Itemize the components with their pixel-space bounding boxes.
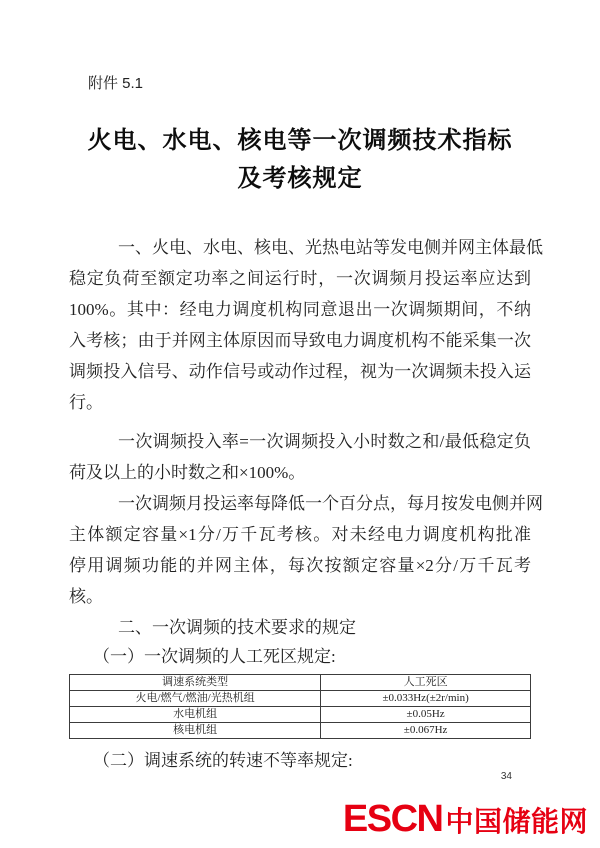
table-header-cell: 人工死区 xyxy=(321,675,531,691)
logo-text-cn: 中国储能网 xyxy=(445,806,588,837)
paragraph-3 xyxy=(69,488,543,612)
body-line: 入考核；由于并网主体原因而导致电力调度机构不能采集一次 xyxy=(69,331,531,350)
body-line: 停用调频功能的并网主体，每次按额定容量×2分/万千瓦考 xyxy=(69,556,531,575)
table-header-cell: 调速系统类型 xyxy=(70,675,321,691)
subsection-1-heading: （一）一次调频的人工死区规定: xyxy=(93,647,336,666)
title-line-2: 及考核规定 xyxy=(237,165,363,192)
body-line: 100%。其中：经电力调度机构同意退出一次调频期间，不纳 xyxy=(69,300,531,319)
escn-logo xyxy=(343,799,588,840)
table-cell: 核电机组 xyxy=(70,723,321,739)
body-line: 一次调频投入率=一次调频投入小时数之和/最低稳定负 xyxy=(118,432,531,451)
paragraph-2 xyxy=(69,426,531,488)
subsection-2-heading: （二）调速系统的转速不等率规定: xyxy=(93,751,353,770)
body-line: 行。 xyxy=(69,393,103,412)
table-cell: 火电/燃气/燃油/光热机组 xyxy=(70,691,321,707)
paragraph-1 xyxy=(69,232,543,418)
table-cell: ±0.033Hz(±2r/min) xyxy=(321,691,531,707)
title-line-1: 火电、水电、核电等一次调频技术指标 xyxy=(87,127,513,154)
attachment-label: 附件 5.1 xyxy=(88,75,144,92)
body-line: 一次调频月投运率每降低一个百分点，每月按发电侧并网 xyxy=(118,494,543,513)
body-line: 荷及以上的小时数之和×100%。 xyxy=(69,463,306,482)
section-2-heading: 二、一次调频的技术要求的规定 xyxy=(118,618,356,637)
body-line: 稳定负荷至额定功率之间运行时，一次调频月投运率应达到 xyxy=(69,269,531,288)
table-row xyxy=(70,691,531,707)
deadband-table xyxy=(69,674,531,739)
document-title xyxy=(0,122,600,198)
page-number: 34 xyxy=(500,771,512,782)
body-line: 调频投入信号、动作信号或动作过程，视为一次调频未投入运 xyxy=(69,362,531,381)
table-header-row xyxy=(70,675,531,691)
table-cell: 水电机组 xyxy=(70,707,321,723)
table-cell: ±0.067Hz xyxy=(321,723,531,739)
body-line: 核。 xyxy=(69,587,103,606)
document-body xyxy=(69,232,543,775)
table-row xyxy=(70,707,531,723)
table-row xyxy=(70,723,531,739)
table-cell: ±0.05Hz xyxy=(321,707,531,723)
body-line: 一、火电、水电、核电、光热电站等发电侧并网主体最低 xyxy=(118,238,543,257)
body-line: 主体额定容量×1分/万千瓦考核。对未经电力调度机构批准 xyxy=(69,525,531,544)
logo-text-en: ESCN xyxy=(342,798,443,840)
